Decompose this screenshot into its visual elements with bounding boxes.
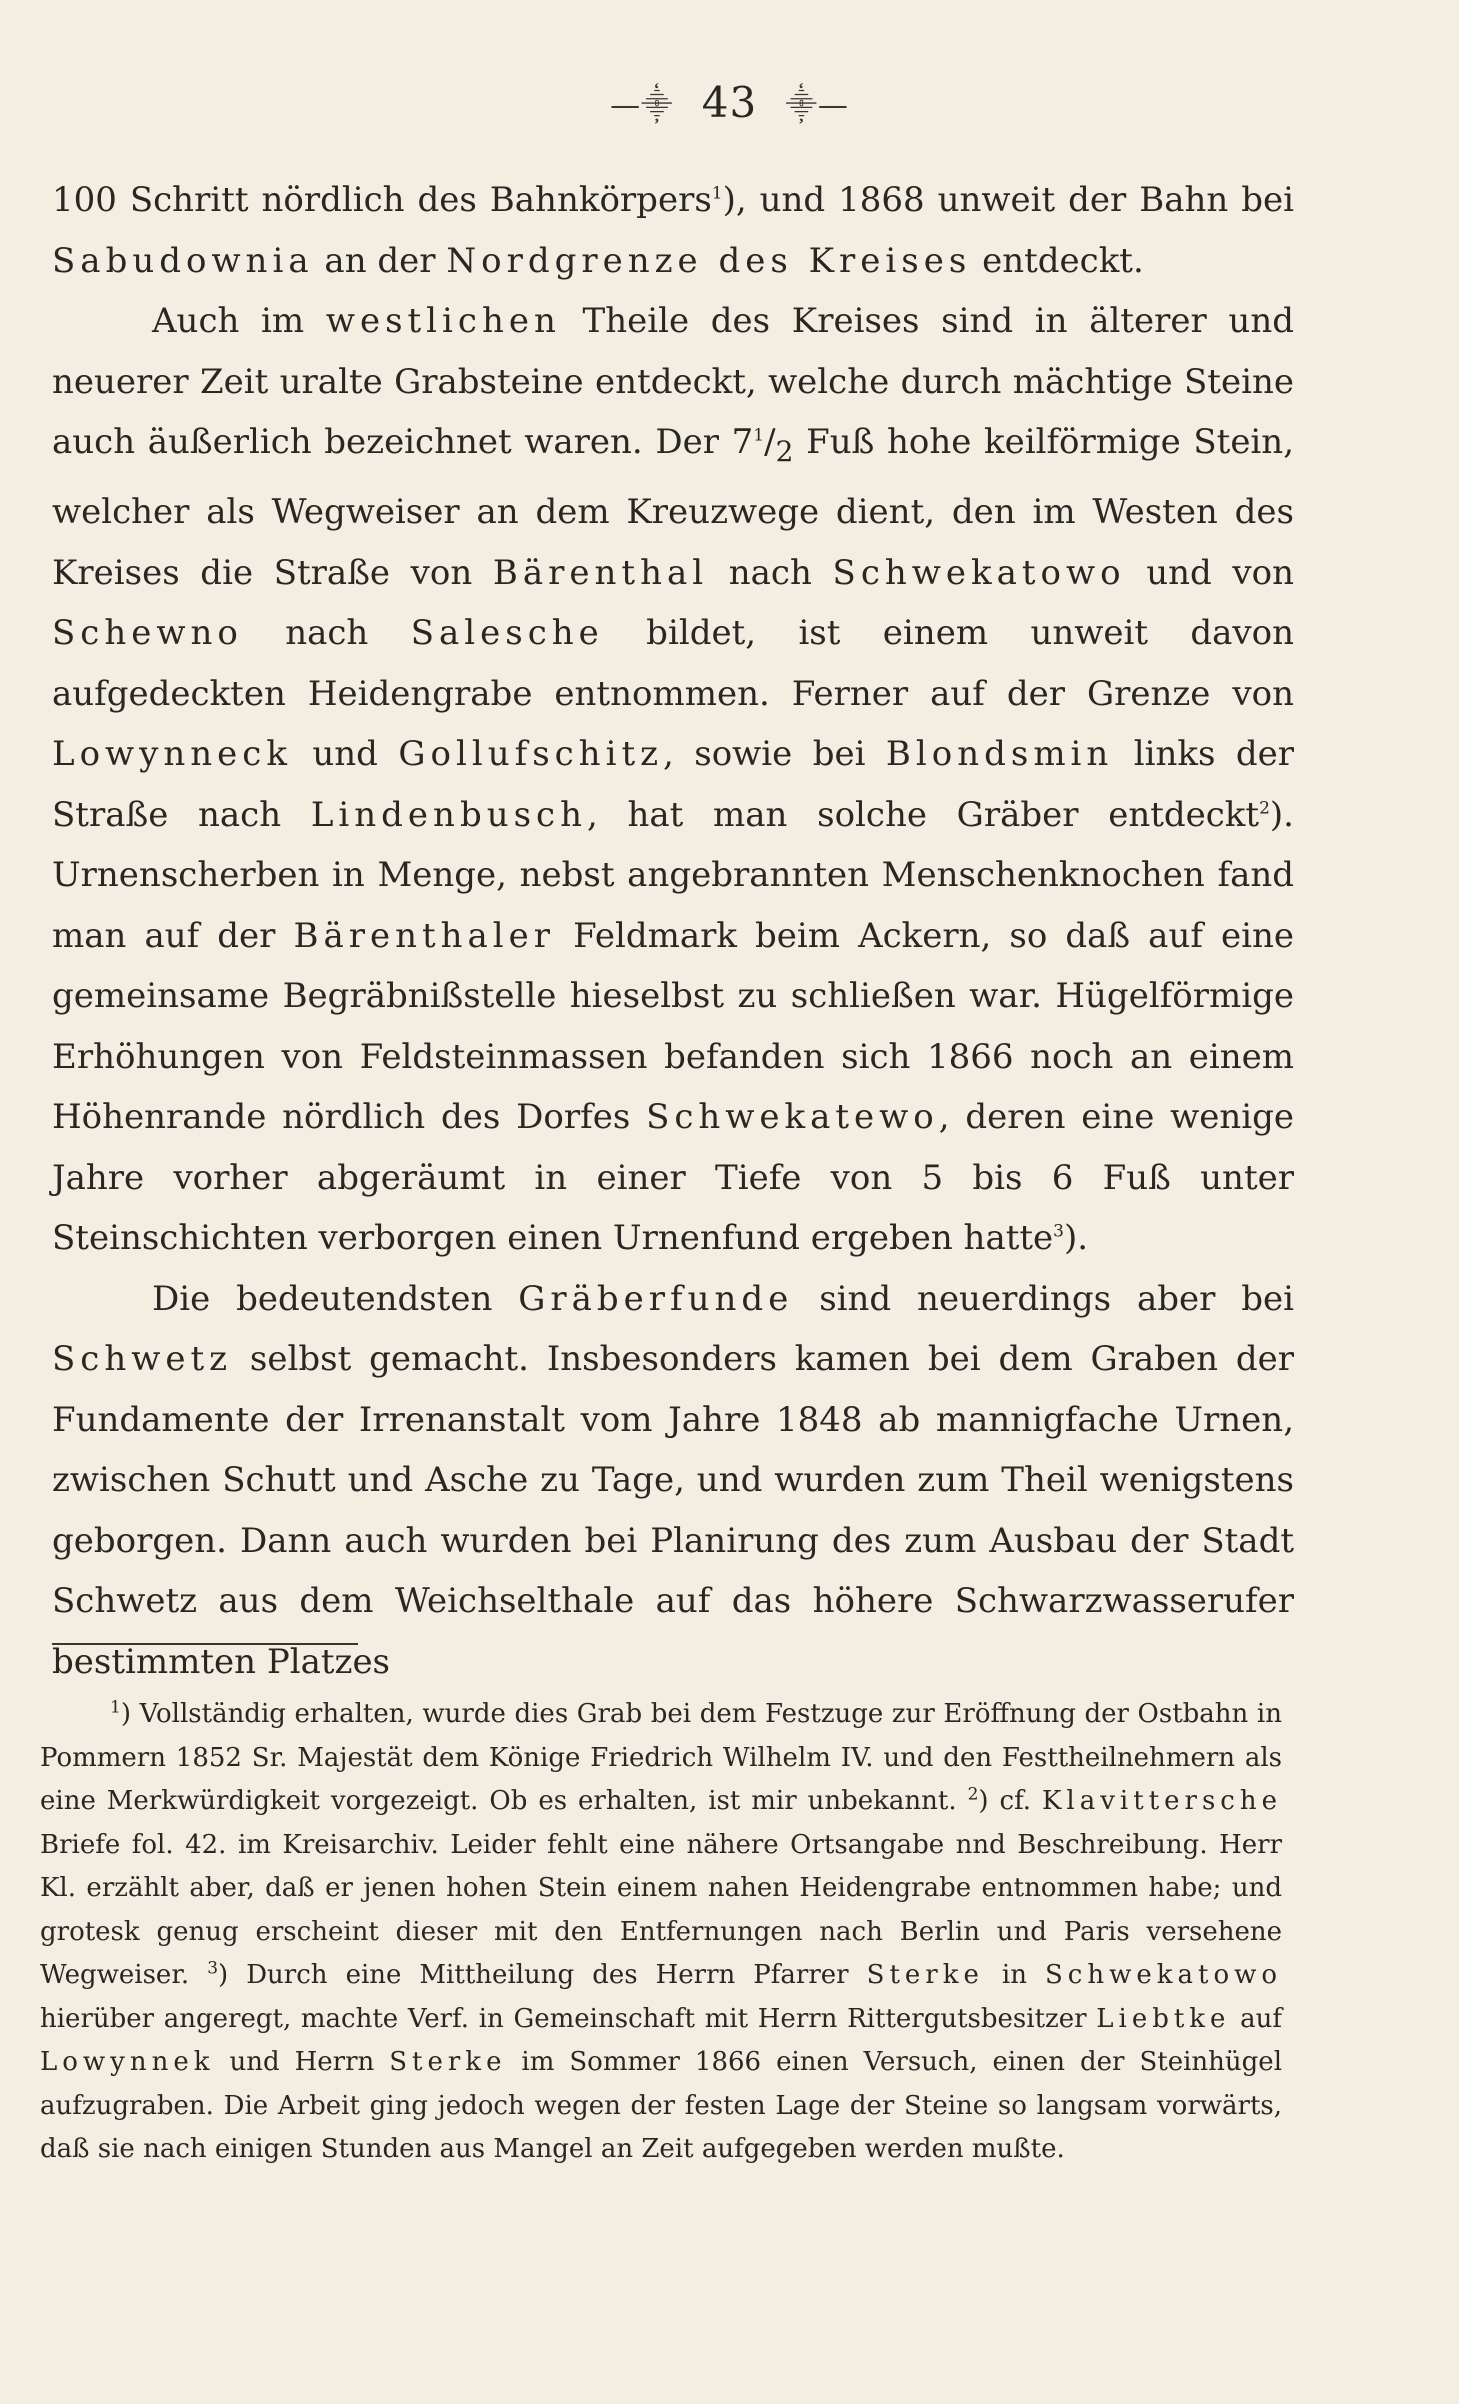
text-run: selbst gemacht. Insbesonders kamen bei dem Graben der Fundamente der Irrenanstalt vom Jahre 1848 ab mannigfache Urnen, zwischen Schutt und Asche zu Tage, und wurden zum Theil wenigstens geborgen. Dann auch wurden bei Planirung des zum Ausbau der Stadt Schwetz aus dem Weichselthale auf das höhere Schwarzwasserufer bestimmten Platzes (52, 1339, 1294, 1682)
text-run: nach (708, 552, 833, 593)
fraction-denominator: 2 (775, 434, 794, 468)
spaced-emphasis: Blondsmin (885, 734, 1114, 775)
text-run: und Herrn (214, 2047, 390, 2077)
spaced-emphasis: Schwekatowo (832, 552, 1126, 593)
text-run: , hat man solche Gräber entdeckt (587, 794, 1260, 835)
spaced-emphasis: Schwekatowo (1045, 1960, 1283, 1990)
spaced-emphasis: Bärenthaler (293, 915, 556, 956)
spaced-emphasis: Liebtke (1096, 2003, 1231, 2034)
main-text (52, 170, 1294, 1692)
text-run: Feldmark beim Ackern, so daß auf eine gemeinsame Begräbnißstelle hieselbst zu schließen war. Hügelförmige Erhöhungen von Feldsteinmassen befanden sich 1866 noch an einem Höhenrande nördlich des Dorfes (52, 915, 1294, 1138)
spaced-emphasis: Lowynneck (52, 734, 292, 775)
text-run: , sowie bei (663, 734, 886, 775)
header-ornament-right: ⸎— (785, 88, 849, 123)
text-run: Fuß hohe keilförmige Stein, welcher als Wegweiser an dem Kreuzwege dient, den im Westen des Kreises die Straße von (52, 422, 1295, 593)
text-run: Die bedeutendsten (152, 1278, 519, 1319)
spaced-emphasis: Gollufschitz (398, 734, 664, 775)
spaced-emphasis: Sabudownia (52, 240, 314, 281)
footnote-marker: 1 (753, 425, 765, 446)
paragraph-2 (52, 291, 1294, 1269)
spaced-emphasis: Bärenthal (492, 552, 709, 593)
spaced-emphasis: Sterke (866, 1960, 984, 1990)
spaced-emphasis: Lowynnek (40, 2047, 215, 2077)
spaced-emphasis: Gräberfunde (518, 1278, 794, 1319)
text-run: ). (1064, 1218, 1089, 1259)
text-run: ) Vollständig erhalten, wurde dies Grab bei dem Festzuge zur Eröffnung der Ostbahn in Pommern 1852 Sr. Majestät dem Könige Friedrich Wilhelm IV. und den Festtheilnehmern als eine Merkwürdigkeit vorgezeigt. Ob es erhalten, ist mir unbekannt. (40, 1699, 1282, 1816)
header-ornament-left: —⸎ (610, 88, 674, 123)
text-run: links der Straße nach (52, 734, 1294, 835)
text-run: , deren eine wenige Jahre vorher abgeräumt in einer Tiefe von 5 bis 6 Fuß unter Steinschichten verborgen einen Urnenfund ergeben hatte (52, 1097, 1294, 1259)
spaced-emphasis: Schwetz (52, 1339, 233, 1380)
page-number: 43 (701, 78, 758, 127)
footnote-marker: 3 (1053, 1221, 1064, 1242)
text-run: hierüber angeregt, machte Verf. in Gemeinschaft mit Herrn Rittergutsbesitzer (40, 2003, 1097, 2034)
footnote-divider (52, 1643, 358, 1645)
spaced-emphasis: Salesche (410, 613, 604, 654)
text-run: entdeckt. (971, 240, 1144, 281)
text-run: im Sommer 1866 einen Versuch, einen der Steinhügel aufzugraben. Die Arbeit ging jedoch wegen der festen Lage der Steine so langsam vorwärts, daß sie nach einigen Stunden aus Mangel an Zeit aufgegeben werden mußte. (40, 2047, 1283, 2164)
text-run: ) cf. (978, 1786, 1042, 1816)
footnote-marker: 1 (110, 1697, 121, 1718)
footnote-marker: 2 (967, 1784, 979, 1805)
spaced-emphasis: Lindenbusch (310, 794, 587, 835)
text-run: ) Durch eine Mittheilung des Herrn Pfarrer (218, 1960, 867, 1990)
footnote-marker: 2 (1259, 798, 1270, 819)
spaced-emphasis: Sterke (389, 2047, 507, 2077)
footnotes (40, 1693, 1282, 2172)
footnote-text (40, 1693, 1282, 2172)
text-run: sind neuerdings aber bei (793, 1278, 1294, 1319)
text-run: auf (1230, 2003, 1282, 2034)
spaced-emphasis: Nordgrenze des Kreises (446, 240, 972, 281)
text-run: nach (242, 613, 411, 654)
text-run: ). Urnenscherben in Menge, nebst angebrannten Menschenknochen fand man auf der (52, 794, 1294, 956)
text-run: und von (1125, 552, 1294, 593)
paragraph-1 (52, 170, 1294, 291)
spaced-emphasis: Schwekatewo (646, 1097, 939, 1138)
text-run: Auch im (152, 301, 326, 341)
text-run: und (291, 734, 399, 775)
page-header (0, 78, 1459, 131)
spaced-emphasis: Klavittersche (1042, 1786, 1282, 1816)
text-run: an der (313, 240, 447, 281)
paragraph-3 (52, 1269, 1294, 1693)
spaced-emphasis: westlichen (325, 301, 561, 341)
footnote-marker: 1 (711, 183, 723, 204)
text-run: in (983, 1960, 1045, 1990)
text-run: Briefe fol. 42. im Kreisarchiv. Leider fehlt eine nähere Ortsangabe nnd Beschreibung. Herr Kl. erzählt aber, daß er jenen hohen Stein einem nahen Heidengrabe entnommen habe; und grotesk genug erscheint dieser mit den Entfernungen nach Berlin und Paris versehene Wegweiser. (40, 1829, 1282, 1990)
text-run: 100 Schritt nördlich des Bahnkörpers (52, 180, 712, 220)
text-run: / (764, 422, 776, 462)
spaced-emphasis: Schewno (52, 613, 243, 654)
text-run: ), und 1868 unweit der Bahn bei (722, 180, 1295, 220)
footnote-marker: 3 (207, 1958, 219, 1979)
text-run: bildet, ist einem unweit davon aufgedeckten Heidengrabe entnommen. Ferner auf der Grenze von (52, 613, 1294, 714)
text-run: Theile des Kreises sind in älterer und neuerer Zeit uralte Grabsteine entdeckt, welche durch mächtige Steine auch äußerlich bezeichnet waren. Der 7 (52, 301, 1294, 462)
